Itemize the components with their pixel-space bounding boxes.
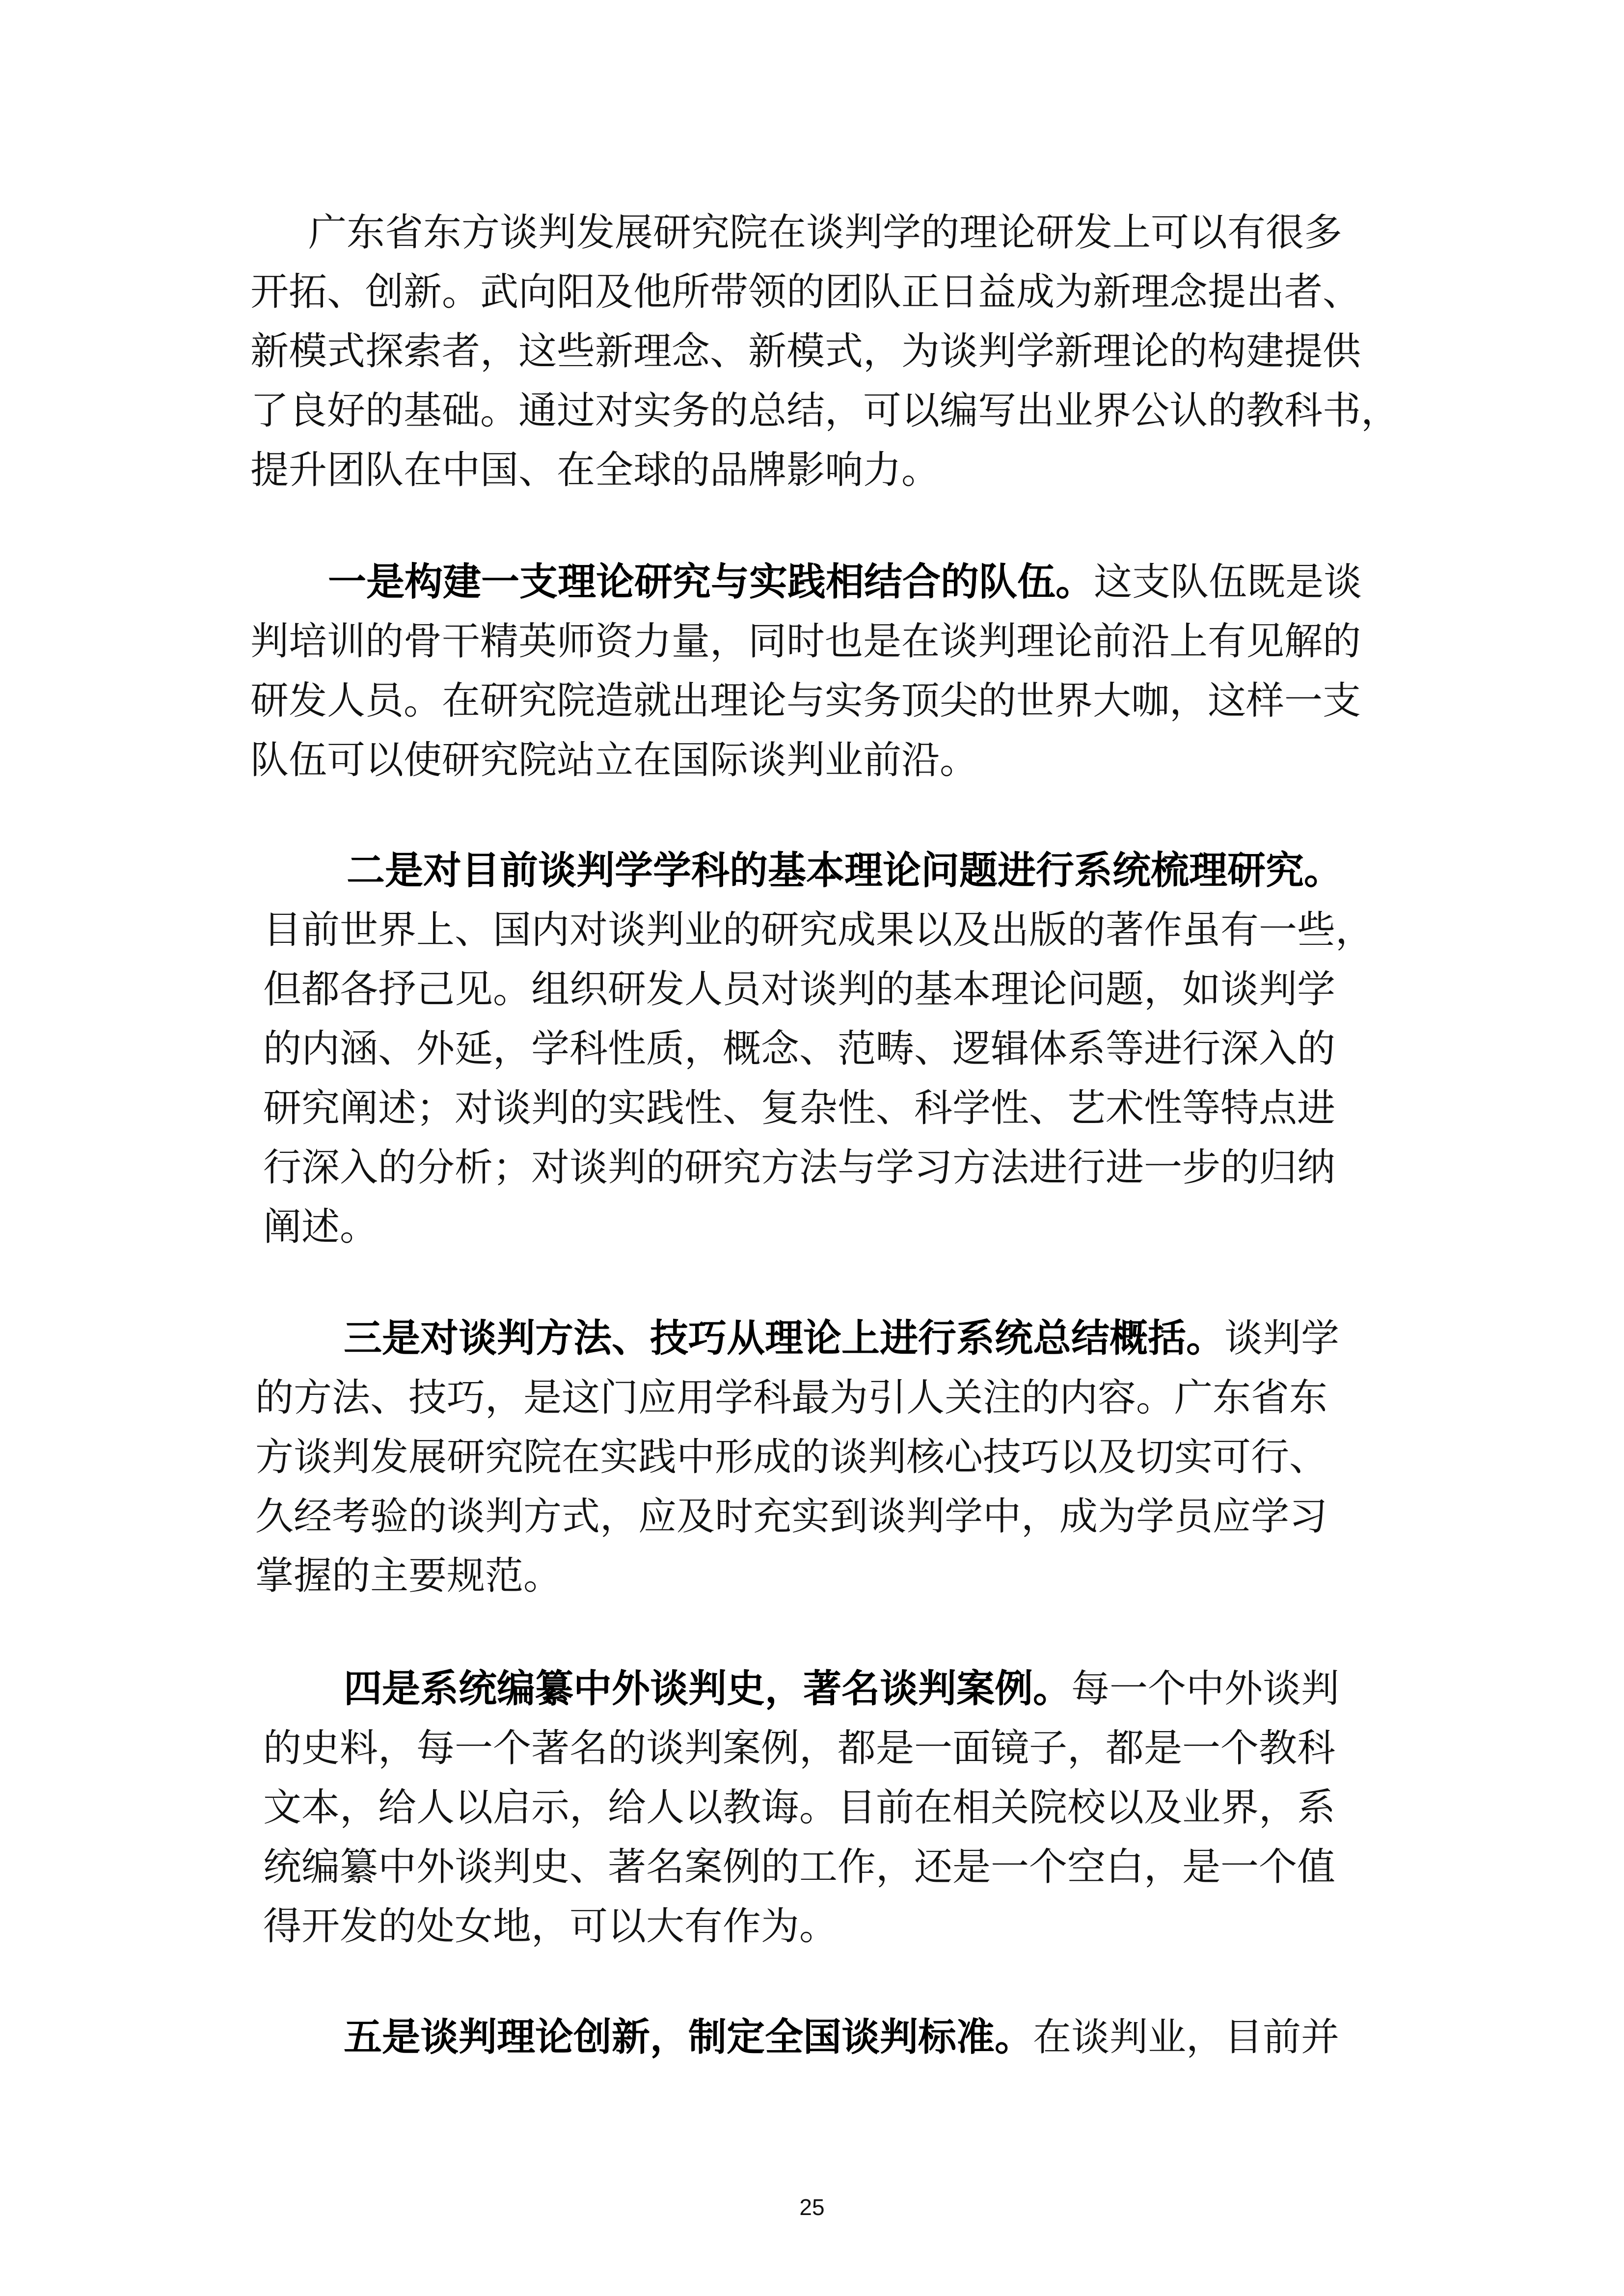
page-number: 25: [799, 2194, 825, 2220]
paragraph-2-lead: 一是构建一支理论研究与实践相结合的队伍。: [328, 560, 1094, 604]
paragraph-4-line-5: 掌握的主要规范。: [255, 1554, 562, 1598]
paragraph-2-line-1-text: 这支队伍既是谈: [1094, 560, 1362, 604]
paragraph-5-line-2: 的史料，每一个著名的谈判案例，都是一面镜子，都是一个教科: [263, 1726, 1336, 1770]
paragraph-5-line-5: 得开发的处女地，可以大有作为。: [263, 1904, 838, 1949]
paragraph-5-line-4: 统编纂中外谈判史、著名案例的工作，还是一个空白，是一个值: [263, 1845, 1336, 1889]
paragraph-4-line-1: [344, 1314, 1339, 1363]
paragraph-2-line-2: 判培训的骨干精英师资力量，同时也是在谈判理论前沿上有见解的: [250, 619, 1361, 664]
paragraph-4-line-4: 久经考验的谈判方式，应及时充实到谈判学中，成为学员应学习: [255, 1495, 1328, 1539]
paragraph-5-line-1: [344, 1664, 1339, 1713]
paragraph-1-line-2: 开拓、创新。武向阳及他所带领的团队正日益成为新理念提出者、: [250, 270, 1361, 314]
paragraph-4-lead: 三是对谈判方法、技巧从理论上进行系统总结概括。: [344, 1316, 1225, 1361]
paragraph-5-line-1-text: 每一个中外谈判: [1071, 1667, 1340, 1711]
paragraph-1-line-1: 广东省东方谈判发展研究院在谈判学的理论研发上可以有很多: [308, 211, 1343, 255]
paragraph-1-line-5: 提升团队在中国、在全球的品牌影响力。: [250, 448, 940, 492]
paragraph-6-line-1-text: 在谈判业，目前并: [1033, 2015, 1340, 2059]
paragraph-3-lead: 二是对目前谈判学学科的基本理论问题进行系统梳理研究。: [347, 849, 1343, 893]
paragraph-6-line-1: [344, 2013, 1339, 2062]
paragraph-4-line-3: 方谈判发展研究院在实践中形成的谈判核心技巧以及切实可行、: [255, 1435, 1328, 1479]
paragraph-1-line-4: 了良好的基础。通过对实务的总结，可以编写出业界公认的教科书，: [250, 389, 1400, 433]
paragraph-6-lead: 五是谈判理论创新，制定全国谈判标准。: [344, 2015, 1033, 2059]
paragraph-3-line-7: 阐述。: [263, 1205, 379, 1249]
paragraph-3-line-3: 但都各抒己见。组织研发人员对谈判的基本理论问题，如谈判学: [263, 967, 1336, 1012]
paragraph-2-line-3: 研发人员。在研究院造就出理论与实务顶尖的世界大咖，这样一支: [250, 679, 1361, 723]
paragraph-3-line-6: 行深入的分析；对谈判的研究方法与学习方法进行进一步的归纳: [263, 1146, 1336, 1190]
paragraph-5-line-3: 文本，给人以启示，给人以教诲。目前在相关院校以及业界，系: [263, 1786, 1336, 1830]
paragraph-2-line-4: 队伍可以使研究院站立在国际谈判业前沿。: [250, 738, 978, 782]
paragraph-3-line-5: 研究阐述；对谈判的实践性、复杂性、科学性、艺术性等特点进: [263, 1086, 1336, 1130]
paragraph-3-line-2: 目前世界上、国内对谈判业的研究成果以及出版的著作虽有一些，: [263, 908, 1374, 952]
paragraph-4-line-1-text: 谈判学: [1224, 1316, 1340, 1361]
paragraph-3-line-1: [347, 846, 1342, 895]
paragraph-3-line-4: 的内涵、外延，学科性质，概念、范畴、逻辑体系等进行深入的: [263, 1027, 1336, 1071]
paragraph-4-line-2: 的方法、技巧，是这门应用学科最为引人关注的内容。广东省东: [255, 1376, 1328, 1420]
paragraph-5-lead: 四是系统编纂中外谈判史，著名谈判案例。: [344, 1667, 1072, 1711]
paragraph-1-line-3: 新模式探索者，这些新理念、新模式，为谈判学新理论的构建提供: [250, 329, 1361, 374]
paragraph-2-line-1: [328, 558, 1362, 607]
